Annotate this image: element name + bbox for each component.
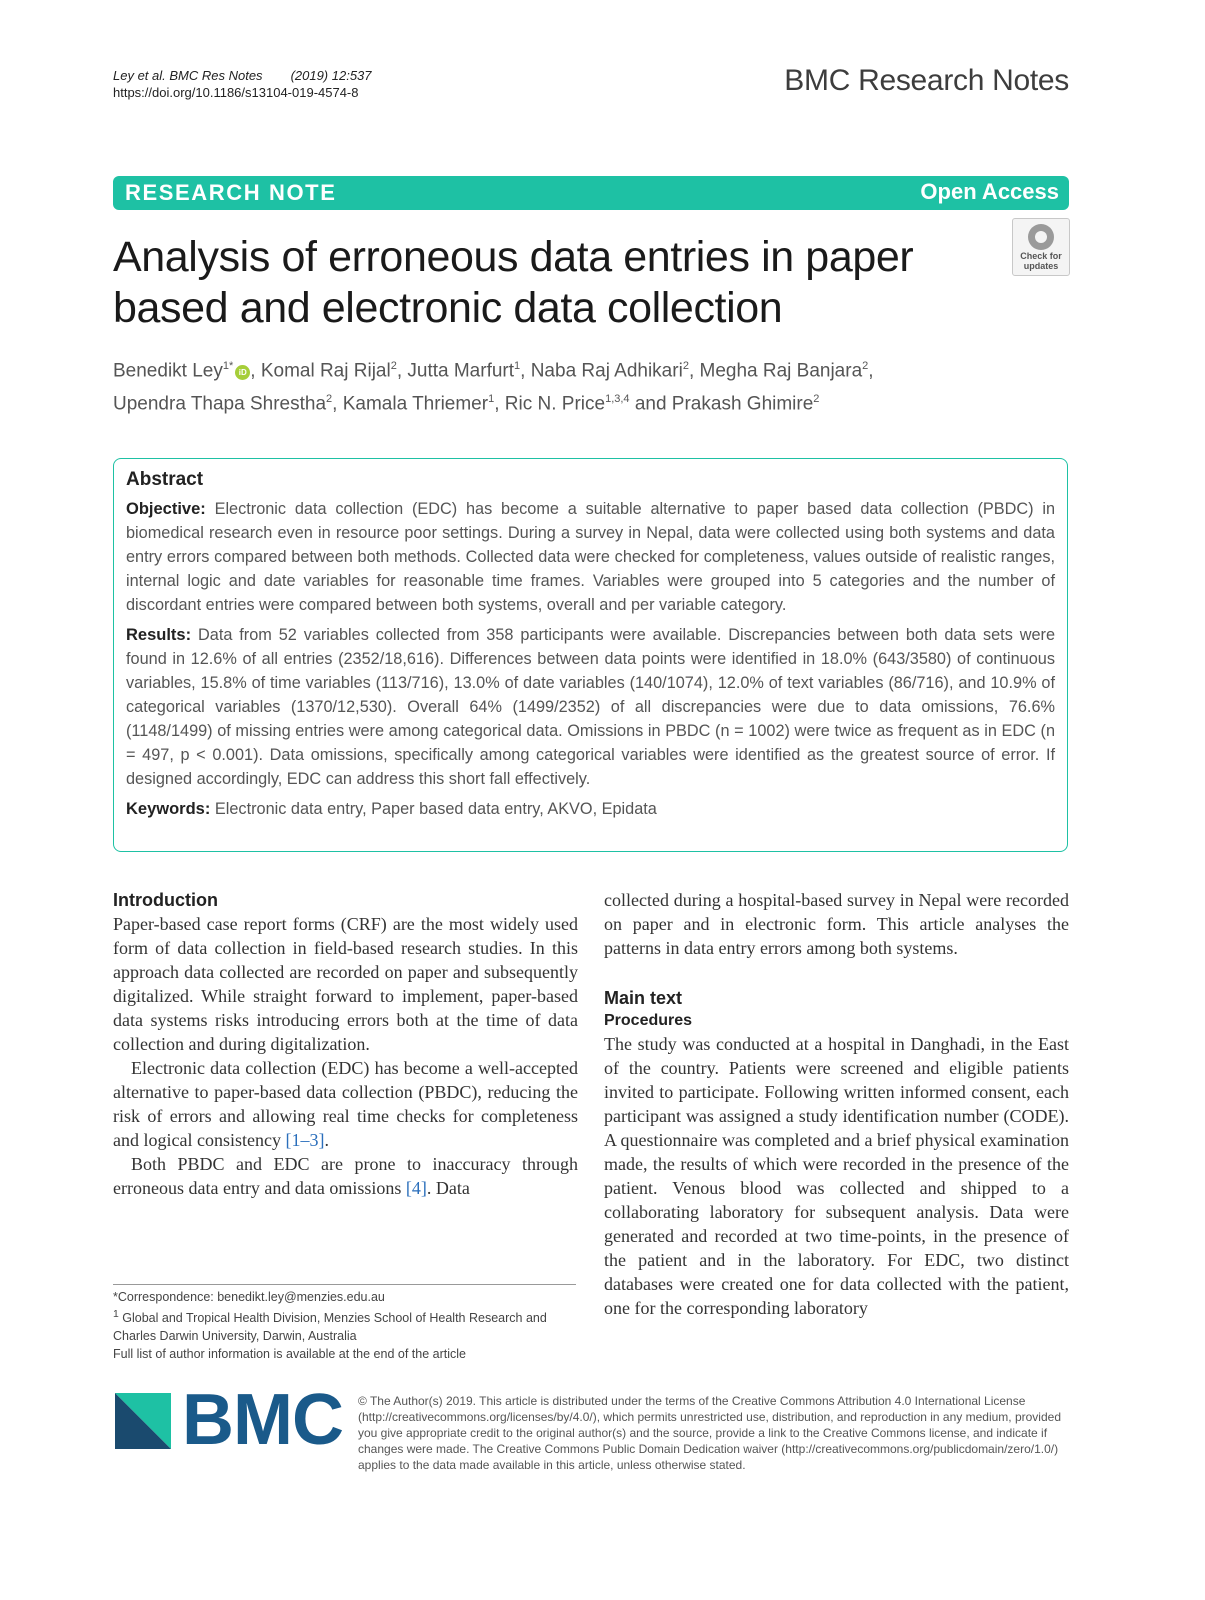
- footnote-divider: [113, 1284, 576, 1285]
- bmc-logo-text: BMC: [182, 1380, 343, 1460]
- procedures-heading: Procedures: [604, 1012, 693, 1029]
- intro-p3-end: . Data: [426, 1178, 470, 1198]
- author-name[interactable]: , Jutta Marfurt: [396, 360, 515, 382]
- abstract-objective: [126, 497, 1055, 617]
- author-info-note: Full list of author information is available at the end of the article: [113, 1347, 466, 1362]
- check-updates-icon: [1028, 224, 1054, 250]
- affiliation-sup: 1: [113, 1309, 119, 1320]
- check-updates-line1: Check for: [1020, 251, 1062, 261]
- objective-label: Objective:: [126, 500, 206, 518]
- author-name[interactable]: Benedikt Ley: [113, 360, 223, 382]
- intro-p3-text: Both PBDC and EDC are prone to inaccuracy through erroneous data entry and data omissions: [113, 1154, 578, 1198]
- check-for-updates-button[interactable]: [1012, 218, 1070, 276]
- author-affil-sup: 1: [514, 360, 521, 372]
- author-affil-sup: 2: [813, 393, 820, 406]
- citation-link[interactable]: [1–3]: [285, 1130, 325, 1150]
- keywords-text: Electronic data entry, Paper based data entry, AKVO, Epidata: [214, 800, 657, 818]
- license-text: © The Author(s) 2019. This article is distributed under the terms of the Creative Commons Attribution 4.0 International License (http://creativecommons.org/licenses/by/4.0/), which permits unrestricted use, distribution, and reproduction in any medium, provided you give appropriate credit to the original author(s) and the source, provide a link to the Creative Commons license, and indicate if changes were made. The Creative Commons Public Domain Dedication waiver (http://creativecommons.org/publicdomain/zero/1.0/) applies to the data made available in this article, unless otherwise stated.: [358, 1394, 1061, 1472]
- citation-header: [113, 66, 372, 85]
- author-name[interactable]: , Ric N. Price: [494, 393, 606, 415]
- intro-continued-paragraph: collected during a hospital-based survey in Nepal were recorded on paper and in electronic form. This article analyses the patterns in data entry errors among both systems.: [604, 890, 1069, 958]
- procedures-paragraph: The study was conducted at a hospital in Danghadi, in the East of the country. Patients were screened and eligible patients invited to participate. Following written informed consent, each participant was assigned a study identification number (CODE). A questionnaire was completed and a brief physical examination made, the results of which were recorded in the presence of the patient. Venous blood was collected and shipped to a collaborating laboratory for subsequent analysis. Data were generated and recorded at two time-points, in the presence of the patient and in the laboratory. For EDC, two distinct databases were created one for data collected with the patient, one for the corresponding laboratory: [604, 1034, 1069, 1318]
- abstract-results: [126, 623, 1055, 791]
- author-name[interactable]: and Prakash Ghimire: [629, 393, 814, 415]
- orcid-icon[interactable]: iD: [235, 365, 250, 380]
- intro-paragraph-1: Paper-based case report forms (CRF) are the most widely used form of data collection in field-based research studies. In this approach data collected are recorded on paper and subsequently digitalized. While straight forward to implement, paper-based data systems risks introducing errors both at the time of data collection and during digitalization.: [113, 914, 578, 1054]
- author-affil-sup: 1: [488, 393, 495, 406]
- journal-name: BMC Research Notes: [784, 64, 1069, 97]
- author-name[interactable]: , Naba Raj Adhikari: [520, 360, 683, 382]
- affiliation-text: Global and Tropical Health Division, Menzies School of Health Research and Charles Darwin University, Darwin, Australia: [113, 1311, 547, 1344]
- keywords-label: Keywords:: [126, 800, 211, 818]
- left-column: [113, 888, 578, 1200]
- correspondence-line: *Correspondence: benedikt.ley@menzies.edu.au: [113, 1290, 385, 1304]
- intro-paragraph-2: [113, 1056, 578, 1152]
- abstract-keywords: [126, 797, 1055, 821]
- open-access-label: Open Access: [920, 179, 1059, 204]
- article-type-banner: [113, 176, 1069, 210]
- intro-paragraph-3: [113, 1152, 578, 1200]
- citation-year: (2019) 12:537: [290, 68, 372, 83]
- abstract-heading: Abstract: [126, 469, 204, 490]
- doi-link[interactable]: https://doi.org/10.1186/s13104-019-4574-8: [113, 85, 359, 100]
- results-label: Results:: [126, 626, 192, 644]
- article-title: Analysis of erroneous data entries in paper based and electronic data collection: [113, 233, 914, 332]
- author-line-2: [113, 385, 1073, 418]
- citation-link[interactable]: [4]: [405, 1178, 427, 1198]
- author-affil-sup: 2: [390, 360, 397, 372]
- citation-text: Ley et al. BMC Res Notes: [113, 68, 263, 83]
- author-name[interactable]: , Komal Raj Rijal: [250, 360, 391, 382]
- right-column: [604, 888, 1069, 1320]
- bmc-logo-icon: [115, 1393, 171, 1449]
- author-affil-sup: 2: [682, 360, 689, 372]
- objective-text: Electronic data collection (EDC) has become a suitable alternative to paper based data collection (PBDC) in biomedical research even in resource poor settings. During a survey in Nepal, data were collected using both systems and data entry errors compared between both methods. Collected data were checked for completeness, values outside of realistic ranges, internal logic and date variables for reasonable time frames. Variables were grouped into 5 categories and the number of discordant entries were compared between both systems, overall and per variable category.: [126, 500, 1055, 614]
- author-line-1: [113, 352, 1073, 385]
- main-text-heading: Main text: [604, 988, 683, 1008]
- affiliation-line: [113, 1306, 578, 1345]
- footnote: [113, 1288, 578, 1363]
- author-name[interactable]: , Megha Raj Banjara: [688, 360, 863, 382]
- check-updates-line2: updates: [1023, 261, 1059, 271]
- author-affil-sup: 2: [862, 360, 869, 372]
- author-name[interactable]: Upendra Thapa Shrestha: [113, 393, 327, 415]
- results-text: Data from 52 variables collected from 358 participants were available. Discrepancies between both data sets were found in 12.6% of all entries (2352/18,616). Differences between data points were identified in 18.0% (643/3580) of continuous variables, 15.8% of time variables (113/716), 13.0% of date variables (140/1074), 12.0% of text variables (86/716), and 10.9% of categorical variables (1370/12,530). Overall 64% (1499/2352) of all discrepancies were due to data omissions, 76.6% (1148/1499) of missing entries were among categorical data. Omissions in PBDC (n = 1002) were twice as frequent as in EDC (n = 497, p < 0.001). Data omissions, specifically among categorical variables were identified as the greatest source of error. If designed accordingly, EDC can address this short fall effectively.: [126, 626, 1055, 788]
- article-type-label: RESEARCH NOTE: [125, 180, 337, 205]
- author-list: [113, 352, 1073, 419]
- intro-p2-end: .: [324, 1130, 329, 1150]
- abstract-box: [113, 458, 1068, 852]
- author-separator: ,: [868, 360, 874, 382]
- author-affil-sup: 2: [326, 393, 333, 406]
- author-name[interactable]: , Kamala Thriemer: [332, 393, 489, 415]
- intro-p2-text: Electronic data collection (EDC) has become a well-accepted alternative to paper-based data collection (PBDC), reducing the risk of errors and allowing real time checks for completeness and logical consistency: [113, 1058, 578, 1150]
- introduction-heading: Introduction: [113, 890, 218, 910]
- author-affil-sup: 1,3,4: [605, 393, 630, 406]
- author-affil-sup: 1*: [222, 360, 234, 372]
